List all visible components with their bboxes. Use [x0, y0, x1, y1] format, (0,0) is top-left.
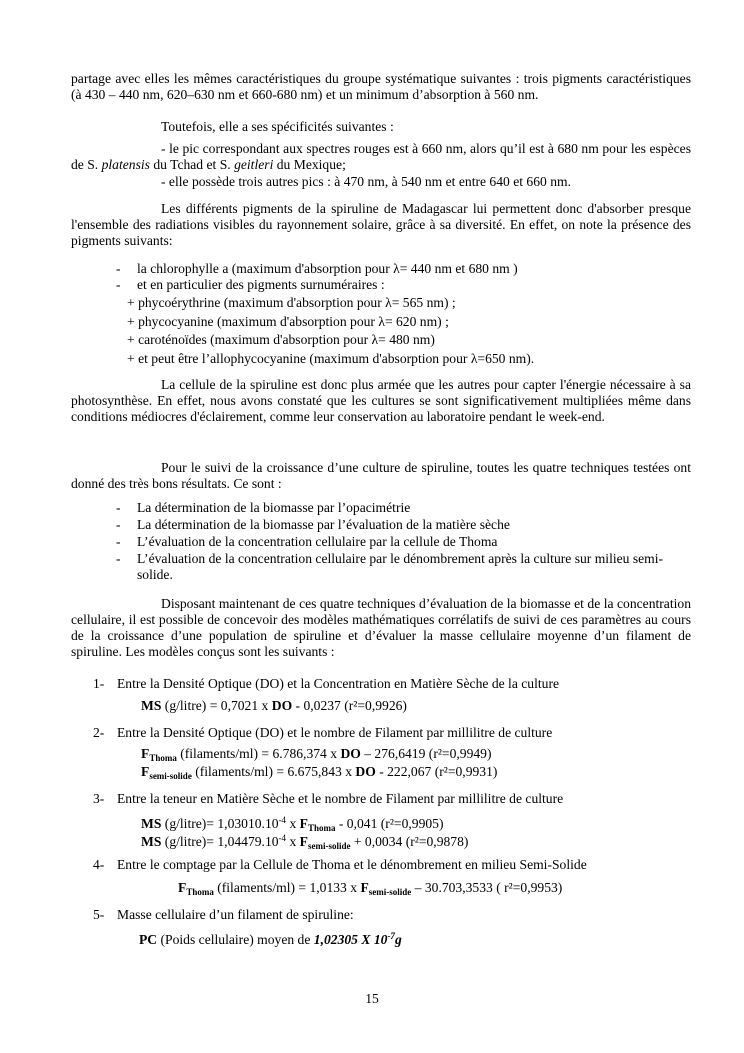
document-page: partage avec elles les mêmes caractéristiques du groupe systématique suivantes : trois pigments caractéristiques (à 430 – 440 nm, 620–630 nm et 660-680 nm) et un minimum d’absorption à 560 nm. Toutefois, elle a ses spécificités suivantes : - le pic correspondant aux spectres rouges est à 660 nm, alors qu’il est à 680 nm pour les espèces de S. platensis du Tchad et S. geitleri du Mexique; - elle possède trois autres pics : à 470 nm, à 540 nm et entre 640 et 660 nm. Les différents pigments de la spiruline de Madagascar lui permettent donc d'absorber presque l'ensemble des radiations visibles du rayonnement solaire, grâce à sa diversité. En effet, on note la présence des pigments suivants: - la chlorophylle a (maximum d'absorption pour λ= 440 nm et 680 nm ) - et en particulier des pigments surnuméraires : + phycoérythrine (maximum d'absorption pour λ= 565 nm) ; + phycocyanine (maximum d'absorption pour λ= 620 nm) ; + caroténoïdes (maximum d'absorption pour λ= 480 nm) + et peut être l’allophycocyanine (maximum d'absorption pour λ=650 nm). La cellule de la spiruline est donc plus armée que les autres pour capter l'énergie nécessaire à sa photosynthèse. En effet, nous avons constaté que les cultures se sont significativement multipliées même dans conditions médiocres d'éclairement, comme leur conservation au laboratoire pendant le week-end. Pour le suivi de la croissance d’une culture de spiruline, toutes les quatre techniques testées ont donné des très bons résultats. Ce sont : - La détermination de la biomasse par l’opacimétrie - La détermination de la biomasse par l’évaluation de la matière sèche - L’évaluation de la concentration cellulaire par la cellule de Thoma - L’évaluation de la concentration cellulaire par le dénombrement après la culture sur milieu semi-solide. Disposant maintenant de ces quatre techniques d’évaluation de la biomasse et de la concentration cellulaire, il est possible de concevoir des modèles mathématiques corrélatifs de suivi de ces paramètres au cours de la croissance d’une population de spiruline et d’évaluer la masse cellulaire moyenne d’un filament de spiruline. Les modèles conçus sont les suivants : 1- Entre la Densité Optique (DO) et la Concentration en Matière Sèche de la culture MS (g/litre) = 0,7021 x DO - 0,0237 (r²=0,9926) 2- Entre la Densité Optique (DO) et le nombre de Filament par millilitre de culture $F_{Thoma}$ (filaments/ml) = 6.786,374 x DO – 276,6419 (r²=0,9949) $F_{semi-solide}$ (filaments/ml) = 6.675,843 x DO - 222,067 (r²=0,9931) 3- Entre la teneur en Matière Sèche et le nombre de Filament par millilitre de culture MS (g/litre)= $1,03010.10^{-4}$ x $F_{Thoma} - 0,041$ (r²=0,9905) MS (g/litre)= $1,04479.10^{-4}$ x $F_{semi-solide} + 0,0034$ (r²=0,9878) 4- Entre le comptage par la Cellule de Thoma et le dénombrement en milieu Semi-Solide $F_{Thoma}$ (filaments/ml) = 1,0133 x $F_{semi-solide} - 30.703,3533$ ( r²=0,9953) 5- Masse cellulaire d’un filament de spiruline: PC (Poids cellulaire) moyen de 1,02305 X $10^{-7}g$ 15	[0, 0, 744, 1053]
equation: $F_{Thoma}$ (filaments/ml) = 6.786,374 x DO – 276,6419 (r²=0,9949)	[141, 746, 492, 763]
pigment-item: + phycoérythrine (maximum d'absorption pour λ= 565 nm) ;	[127, 295, 456, 310]
equation: MS (g/litre) = 0,7021 x DO - 0,0237 (r²=0,9926)	[141, 698, 407, 713]
paragraph-other-peaks: - elle possède trois autres pics : à 470 nm, à 540 nm et entre 640 et 660 nm.	[161, 174, 571, 189]
pigment-item: + caroténoïdes (maximum d'absorption pour λ= 480 nm)	[127, 332, 435, 347]
model-heading: 2- Entre la Densité Optique (DO) et le nombre de Filament par millilitre de culture	[93, 725, 553, 740]
paragraph-specificities: Toutefois, elle a ses spécificités suivantes :	[161, 119, 394, 134]
paragraph-cell-energy: La cellule de la spiruline est donc plus armée que les autres pour capter l'énergie nécessaire à sa photosynthèse. En effet, nous avons constaté que les cultures se sont significativement multipliées même dans conditions médiocres d'éclairement, comme leur conservation au laboratoire pendant le week-end.	[71, 377, 691, 424]
paragraph-red-peak: - le pic correspondant aux spectres rouges est à 660 nm, alors qu’il est à 680 nm pour les espèces de S. platensis du Tchad et S. geitleri du Mexique;	[71, 141, 691, 172]
pigment-item: + phycocyanine (maximum d'absorption pour λ= 620 nm) ;	[127, 314, 449, 329]
equation: MS (g/litre)= $1,03010.10^{-4}$ x $F_{Thoma} - 0,041$ (r²=0,9905)	[141, 815, 444, 833]
equation: PC (Poids cellulaire) moyen de 1,02305 X $10^{-7}g$	[139, 931, 402, 947]
equation: $F_{semi-solide}$ (filaments/ml) = 6.675,843 x DO - 222,067 (r²=0,9931)	[141, 764, 498, 781]
paragraph-growth-monitoring: Pour le suivi de la croissance d’une culture de spiruline, toutes les quatre techniques testées ont donné des très bons résultats. Ce sont :	[71, 460, 691, 491]
paragraph-pigments: Les différents pigments de la spiruline de Madagascar lui permettent donc d'absorber presque l'ensemble des radiations visibles du rayonnement solaire, grâce à sa diversité. En effet, on note la présence des pigments suivants:	[71, 201, 691, 248]
page-number: 15	[365, 991, 379, 1006]
equation: MS (g/litre)= $1,04479.10^{-4}$ x $F_{semi-solide} + 0,0034$ (r²=0,9878)	[141, 833, 469, 851]
model-heading: 4- Entre le comptage par la Cellule de Thoma et le dénombrement en milieu Semi-Solide	[93, 857, 587, 872]
model-heading: 1- Entre la Densité Optique (DO) et la Concentration en Matière Sèche de la culture	[93, 676, 560, 691]
model-heading: 5- Masse cellulaire d’un filament de spiruline:	[93, 907, 354, 922]
equation: $F_{Thoma}$ (filaments/ml) = 1,0133 x $F_{semi-solide} - 30.703,3533$ ( r²=0,9953)	[178, 880, 563, 897]
paragraph-models-intro: Disposant maintenant de ces quatre techniques d’évaluation de la biomasse et de la concentration cellulaire, il est possible de concevoir des modèles mathématiques corrélatifs de suivi de ces paramètres au cours de la croissance d’une population de spiruline et d’évaluer la masse cellulaire moyenne d’un filament de spiruline. Les modèles conçus sont les suivants :	[71, 596, 691, 659]
model-heading: 3- Entre la teneur en Matière Sèche et le nombre de Filament par millilitre de culture	[93, 791, 564, 806]
pigment-item: + et peut être l’allophycocyanine (maximum d'absorption pour λ=650 nm).	[127, 351, 535, 366]
paragraph-intro: partage avec elles les mêmes caractéristiques du groupe systématique suivantes : trois pigments caractéristiques (à 430 – 440 nm, 620–630 nm et 660-680 nm) et un minimum d’absorption à 560 nm.	[71, 71, 691, 102]
